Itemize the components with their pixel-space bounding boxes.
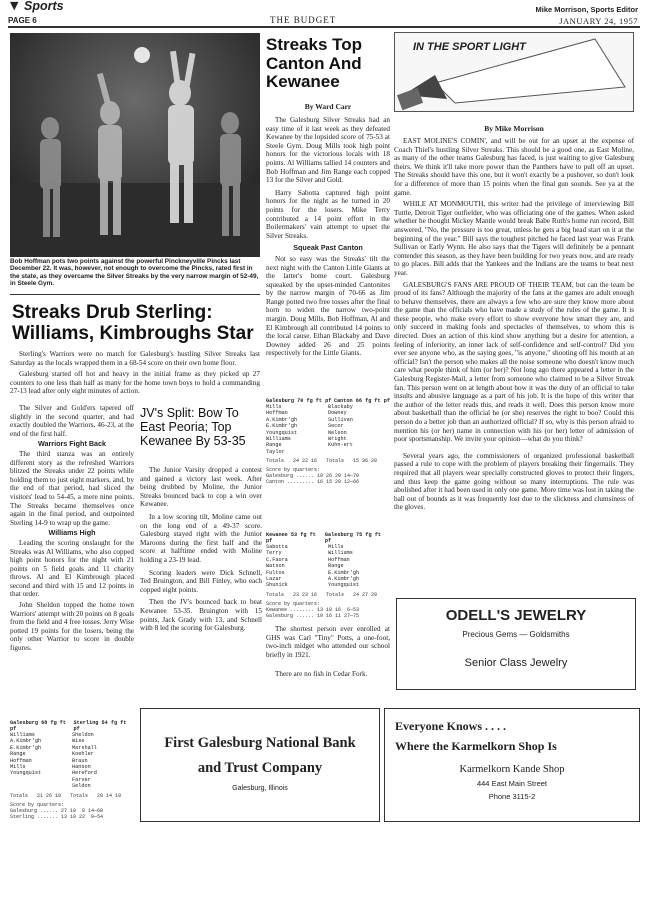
kewanee-box-left-player: Watson (266, 563, 285, 570)
canton-box-left-player: Hoffman (266, 410, 288, 417)
sterling-box-right-player: Braun (72, 757, 88, 764)
issue-date: JANUARY 24, 1957 (559, 16, 638, 26)
bank-name-line-1: First Galesburg National Bank (164, 735, 356, 751)
bank-city: Galesburg, Illinois (232, 785, 288, 792)
kewanee-box-right-player: Williams (328, 550, 353, 557)
sterling-column (10, 404, 134, 653)
sterling-box-left-player (10, 783, 72, 789)
sterling-box-left-player: Mills (10, 764, 26, 771)
canton-headline: Streaks Top Canton And Kewanee (266, 35, 363, 91)
canton-subhead: Squeak Past Canton (293, 243, 363, 253)
sterling-box-left-player: Williams (10, 732, 35, 738)
sterling-para-6: John Sheldon topped the home town Warriors' attempt with 20 points on 8 goals from the field and 4 free tosses. Jerry Wise potted 19 points for the losers, being the only other Warrior to score in double figures. (10, 601, 134, 653)
canton-box-left-player: Taylor (266, 448, 285, 455)
sterling-para-1: Sterling's Warriors were no match for Galesburg's hustling Silver Streaks last Saturday as the locals wrapped them in a 68-54 score on their own home floor. (10, 350, 260, 367)
sterling-subhead-2: Williams High (48, 528, 96, 538)
jv-para-1: The Junior Varsity dropped a contest and gained a victory last week. After being drubbed by Moline, the Junior Streaks bounced back to cop a win over Kewanee. (140, 466, 262, 509)
kewanee-box-left-player: Sabotta (266, 544, 288, 550)
canton-box-right-player: Wright (328, 436, 347, 443)
odells-tagline: Precious Gems — Goldsmiths (462, 630, 570, 639)
canton-para-3: Not so easy was the Streaks' tilt the next night with the Canton Little Giants at the latter's home court. Galesburg squeaked by the upset-minded Cantonites by the narrow margin of 70-66 as Jim Range potted two free tosses after the final horn to widen the narrow two-point margin. Doug Mills, Bob Hoffman, Al and El Kimbrough all contributed 14 points to the local cause. Ethan Blackaby and Dave Downey added 26 and 25 points respectively for the Little Giants. (266, 254, 390, 358)
sterling-box-right-player: Koehler (72, 751, 94, 758)
karmelkorn-address: 444 East Main Street (476, 779, 548, 788)
canton-box-right-player: Sullivan (328, 416, 353, 423)
sport-light-title: IN THE SPORT LIGHT (413, 41, 526, 53)
jv-article-body (140, 466, 262, 633)
kewanee-box-right-player: Range (328, 563, 344, 570)
sterling-box-totals: Totals 21 26 10 Totals 20 14 19 (10, 792, 122, 799)
kewanee-box-right-player: E.Kimbr'gh (328, 569, 360, 576)
column-para-1: EAST MOLINE'S COMIN', and will be out for an upset at the expense of Coach Thiel's hustling Silver Streaks. This should be a good one, as East Moline, as many of the other teams Galesburg has faced, is just waiting to give Galesburg theirs. We think it'll take more power than the Panthers have to pull off an upset. The Streaks should have this one, but it won't exactly be a pushover, so don't look for a difference of more than 15 points when the final gun sounds. See ya at the game. (394, 137, 634, 197)
canton-byline: By Ward Carr (304, 102, 352, 111)
karmelkorn-phone: Phone 3115-2 (488, 792, 536, 801)
jv-para-3: Scoring leaders were Dick Schnell, Ted Bruington, and Bill Finley, who each copped eight points. (140, 568, 262, 594)
canton-box-right-head: Canton 66 fg ft pf (333, 398, 390, 404)
canton-para-2: Harry Sabotta captured high point honors for the night as he turned in 20 points for the losers. Mike Terry contributed a 14 point effort in the Boilermakers' vain attempt to upset the Silver Streaks. (266, 188, 390, 240)
sterling-box-left-player: E.Kimbr'gh (10, 744, 42, 751)
kewanee-box-right-head: Galesburg 75 fg ft pf (324, 532, 381, 544)
jv-para-2: In a low scoring tilt, Moline came out on the long end of a 49-37 score. Galesburg stayed right with the Junior Maroons during the first half and the score at halftime ended with Moline holding a 23-19 lead. (140, 512, 262, 564)
canton-box-rows (266, 404, 390, 455)
kewanee-box-right-player: Youngquist (328, 582, 360, 589)
sterling-box-rows (10, 732, 134, 790)
odells-name: ODELL'S JEWELRY (445, 607, 587, 624)
kewanee-box-score (266, 532, 390, 619)
kewanee-box-left-head: Kewanee 53 fg ft pf (266, 532, 316, 544)
bank-ad (140, 708, 380, 822)
canton-para-1: The Galesburg Silver Streaks had an easy time of it last week as they defeated Kewanee by the lopsided score of 75-53 at Steele Gym. Doug Mills took high point honors for the victorious locals with 18 points. Al Williams tallied 14 counters and Bob Hoffman and Jim Range each copped 13 for the Silver and Gold. (266, 116, 390, 185)
canton-quarters-label: Score by quarters: (266, 467, 321, 474)
kewanee-box-right-player: Hoffman (328, 556, 350, 563)
jv-headline: JV's Split: Bow To East Peoria; Top Kewanee By 53-35 (140, 406, 246, 448)
sterling-box-score (10, 720, 134, 820)
canton-box-left-player: E.Kimbr'gh (266, 423, 298, 430)
canton-box-left-player: Range (266, 442, 282, 449)
odells-line: Senior Class Jewelry (464, 657, 568, 669)
kewanee-box-rows (266, 544, 390, 589)
sterling-para-2: Galesburg started off hot and heavy in the initial frame as they picked up 27 counters to one less than half as many for the home town boys to hold a commanding 27-13 lead after only eight minutes of action. (10, 370, 260, 396)
sterling-para-3: The Silver and Gold'ers tapered off slightly in the second quarter, and had exactly doubled the Warriors, 46-23, at the end of the first half. (10, 404, 134, 438)
canton-box-right-player: Blackaby (328, 404, 353, 410)
sterling-box-right-player: Farver (72, 776, 91, 783)
sterling-headline: Streaks Drub Sterling: Williams, Kimbroughs Star (12, 302, 254, 344)
sterling-box-right-head: Sterling 54 fg ft pf (73, 720, 127, 732)
sterling-box-right-player: Hanson (72, 764, 91, 771)
section-title: Sports (24, 0, 64, 13)
shortest-person-note: The shortest person ever enrolled at GHS was Carl "Tiny" Potts, a one-foot, two-inch midget who attended our school briefly in 1921. (266, 625, 390, 659)
canton-box-right-player: Downey (328, 410, 347, 417)
sterling-lead (10, 350, 260, 396)
canton-article-body (266, 116, 390, 358)
karmelkorn-tagline-1: Everyone Knows . . . . (395, 719, 506, 733)
sterling-quarters: Galesburg ...... 27 19 8 14—68 Sterling ....... 13 10 22 9—54 (10, 807, 104, 820)
banner-arrow-icon: ▼ (10, 0, 19, 12)
sterling-box-left-player: Youngquist (10, 770, 42, 777)
photo-caption: Bob Hoffman pots two points against the powerful Pinckneyville Pincks last December 22. It was, however, not enough to overcome the Pincks, rated first in the state, as they overcame the Silver Streaks by the very narrow margin of 52-49, in Steele Gym. (10, 258, 259, 288)
kewanee-quarters: Kewanee ........ 13 18 16 6—53 Galesburg ...... 19 16 11 27—75 (266, 606, 360, 619)
sports-editor: Mike Morrison, Sports Editor (535, 5, 638, 14)
karmelkorn-tagline-2: Where the Karmelkorn Shop Is (395, 739, 557, 753)
kewanee-box-left-player: Fultos (266, 569, 285, 576)
sterling-quarters-label: Score by quarters: (10, 801, 65, 808)
canton-box-left-player: Williams (266, 436, 291, 443)
sports-banner (8, 0, 188, 14)
kewanee-box-left-player: Terry (266, 550, 282, 557)
sterling-top-rule (10, 294, 260, 295)
sterling-box-row (10, 783, 134, 789)
canton-box-left-player: A.Kimbr'gh (266, 416, 298, 423)
canton-box-right-player: Secor (328, 423, 344, 430)
column-para-3: GALESBURG'S FANS ARE PROUD OF THEIR TEAM, but can the team be proud of its fans? Although the majority of the fans at the games are adult enough to behave themselves, there are always a few who are sure they know more about the game than the officials who have made a study of the rules of the game. It is these people, who make every effort to show everyone how smart they are, and only succeed in making fools and spectacles of themselves, to whom this is directed. Does an action of this kind show anything but a desire for attention, a feeling of inferiority, an inner lack of self-confidence and self-control? Did you ever see anyone who, as the saying goes, "is anyone," shooting off his mouth at an official? Isn't the person who makes all the noise someone who doesn't know much care what people think of him (or her)? Not long ago there appeared a letter in the Galesburg Register-Mail, a letter from someone who claimed to be a Silver Streak fan. This person went on at length about how it was the duty of an official to take insults and abusive language as a part of his job. It is the hope of this writer that the author of the letter reads this, and reads it well. Does this person know more about basketball than the official he (or she) reserves the right to boo? Could this person do a better job than an authorized official? If so, why is this person afraid to mention his (or her) name in connection with his (or her) letter of admission of poor sportsmanship. We invite your opinion—what do you think? (394, 280, 634, 444)
canton-box-left-head: Galesburg 70 fg ft pf (266, 398, 332, 404)
karmelkorn-ad (384, 708, 640, 822)
sterling-box-right-player: Wise (72, 738, 85, 745)
sterling-para-4: The third stanza was an entirely different story as the refreshed Warriors blitzed the Streaks under 22 points while holding them to just eight markers, and, by the end of that period, had sliced the visitors' lead to 54-45, a mere nine points. The Streaks became themselves once again in the final period, and outpointed Sterling 14-9 to wrap up the game. (10, 449, 134, 527)
bank-name-line-2: and Trust Company (197, 760, 323, 776)
paper-name: THE BUDGET (270, 15, 337, 25)
sterling-subhead-1: Warriors Fight Back (37, 439, 107, 449)
kewanee-box-right-player: Mills (328, 544, 344, 550)
canton-box-left-player: Mills (266, 404, 282, 410)
odells-jewelry-ad (396, 598, 636, 690)
column-para-2: WHILE AT MONMOUTH, this writer had the privilege of interviewing Bill Tuttle, Detroit Tiger outfielder, who was officiating one of the games. When asked whether he thought Mickey Mantle would break Babe Ruth's home run record, Bill answered, "No, the pressure is too great, unless he gets a big head start on it at the beginning of the year." Bill says the toughest pitched he faced last year was Frank Sullivan or Early Wynn. He also says that the Tigers will definitely be a pennant contender this season, as they have been building for two years now, and are ready to go places. Bill adds that the Yankees and the Indians are the teams to beat next year. (394, 200, 634, 277)
column-body (394, 137, 634, 512)
canton-box-row (266, 449, 390, 455)
kewanee-box-left-player: Shunick (266, 582, 288, 589)
sterling-box-left-player: Hoffman (10, 757, 32, 764)
kewanee-box-totals: Totals 23 23 16 Totals 24 27 20 (266, 591, 378, 598)
column-byline: By Mike Morrison (484, 124, 544, 133)
sterling-box-left-head: Galesburg 68 fg ft pf (10, 720, 67, 732)
canton-box-left-player: Youngquist (266, 429, 298, 436)
header-rule (8, 26, 640, 28)
canton-box-right-player: Nelson (328, 429, 347, 436)
canton-box-right-player: Kuhn-ert (328, 442, 353, 449)
sterling-box-left-player: Range (10, 751, 26, 758)
column-para-4: Several years ago, the commissioners of organized professional basketball passed a rule to cope with the problem of players breaking their fingernails. They required that all players wear specially constructed gloves to protect their fingers, and thus keep the game going without so many interruptions. The rule was abolished after it had been used in only one game. More time was lost in taking the ball out of bounds as it was frequently lost due to the slickness and clumsiness of the gloves. (394, 451, 634, 512)
sport-light-logo (394, 32, 634, 112)
kewanee-box-left-player: C.Faora (266, 556, 288, 563)
sterling-box-right-player: Marshall (72, 744, 97, 751)
kewanee-quarters-label: Score by quarters: (266, 600, 321, 607)
canton-box-totals: Totals 24 22 16 Totals 15 36 20 (266, 458, 378, 465)
sterling-box-right-player: Sheldon (72, 732, 94, 738)
sterling-box-right-player: Seldon (72, 783, 91, 790)
jv-para-4: Then the JV's bounced back to beat Kewanee 53-35. Bruington with 15 points, Jack Grady with 13, and Schnell with 8 led the scoring for Galesburg. (140, 598, 262, 633)
kewanee-box-right-player: A.Kimbr'gh (328, 576, 360, 583)
basketball-photo (10, 33, 260, 257)
page-number: PAGE 6 (8, 16, 37, 25)
sterling-para-5: Leading the scoring onslaught for the Streaks was Al Williams, who also copped high point honors for the night with 21 points on 5 field goals and 11 charity throws. Al and El Kimbrough placed second and third with 15 and 12 points in that order. (10, 538, 134, 599)
sterling-box-left-player: A.Kimbr'gh (10, 738, 42, 745)
canton-quarters: Galesburg ...... 19 26 20 14—70 Canton ......... 16 15 20 12—66 (266, 473, 360, 486)
kewanee-box-row (266, 582, 390, 588)
cedar-fork-note: There are no fish in Cedar Fork. (275, 670, 368, 678)
kewanee-box-left-player: Lazar (266, 576, 282, 583)
canton-box-score (266, 398, 390, 485)
photo-illustration (10, 33, 260, 257)
karmelkorn-name: Karmelkorn Kande Shop (459, 764, 565, 775)
sterling-box-right-player: Hereford (72, 770, 97, 777)
